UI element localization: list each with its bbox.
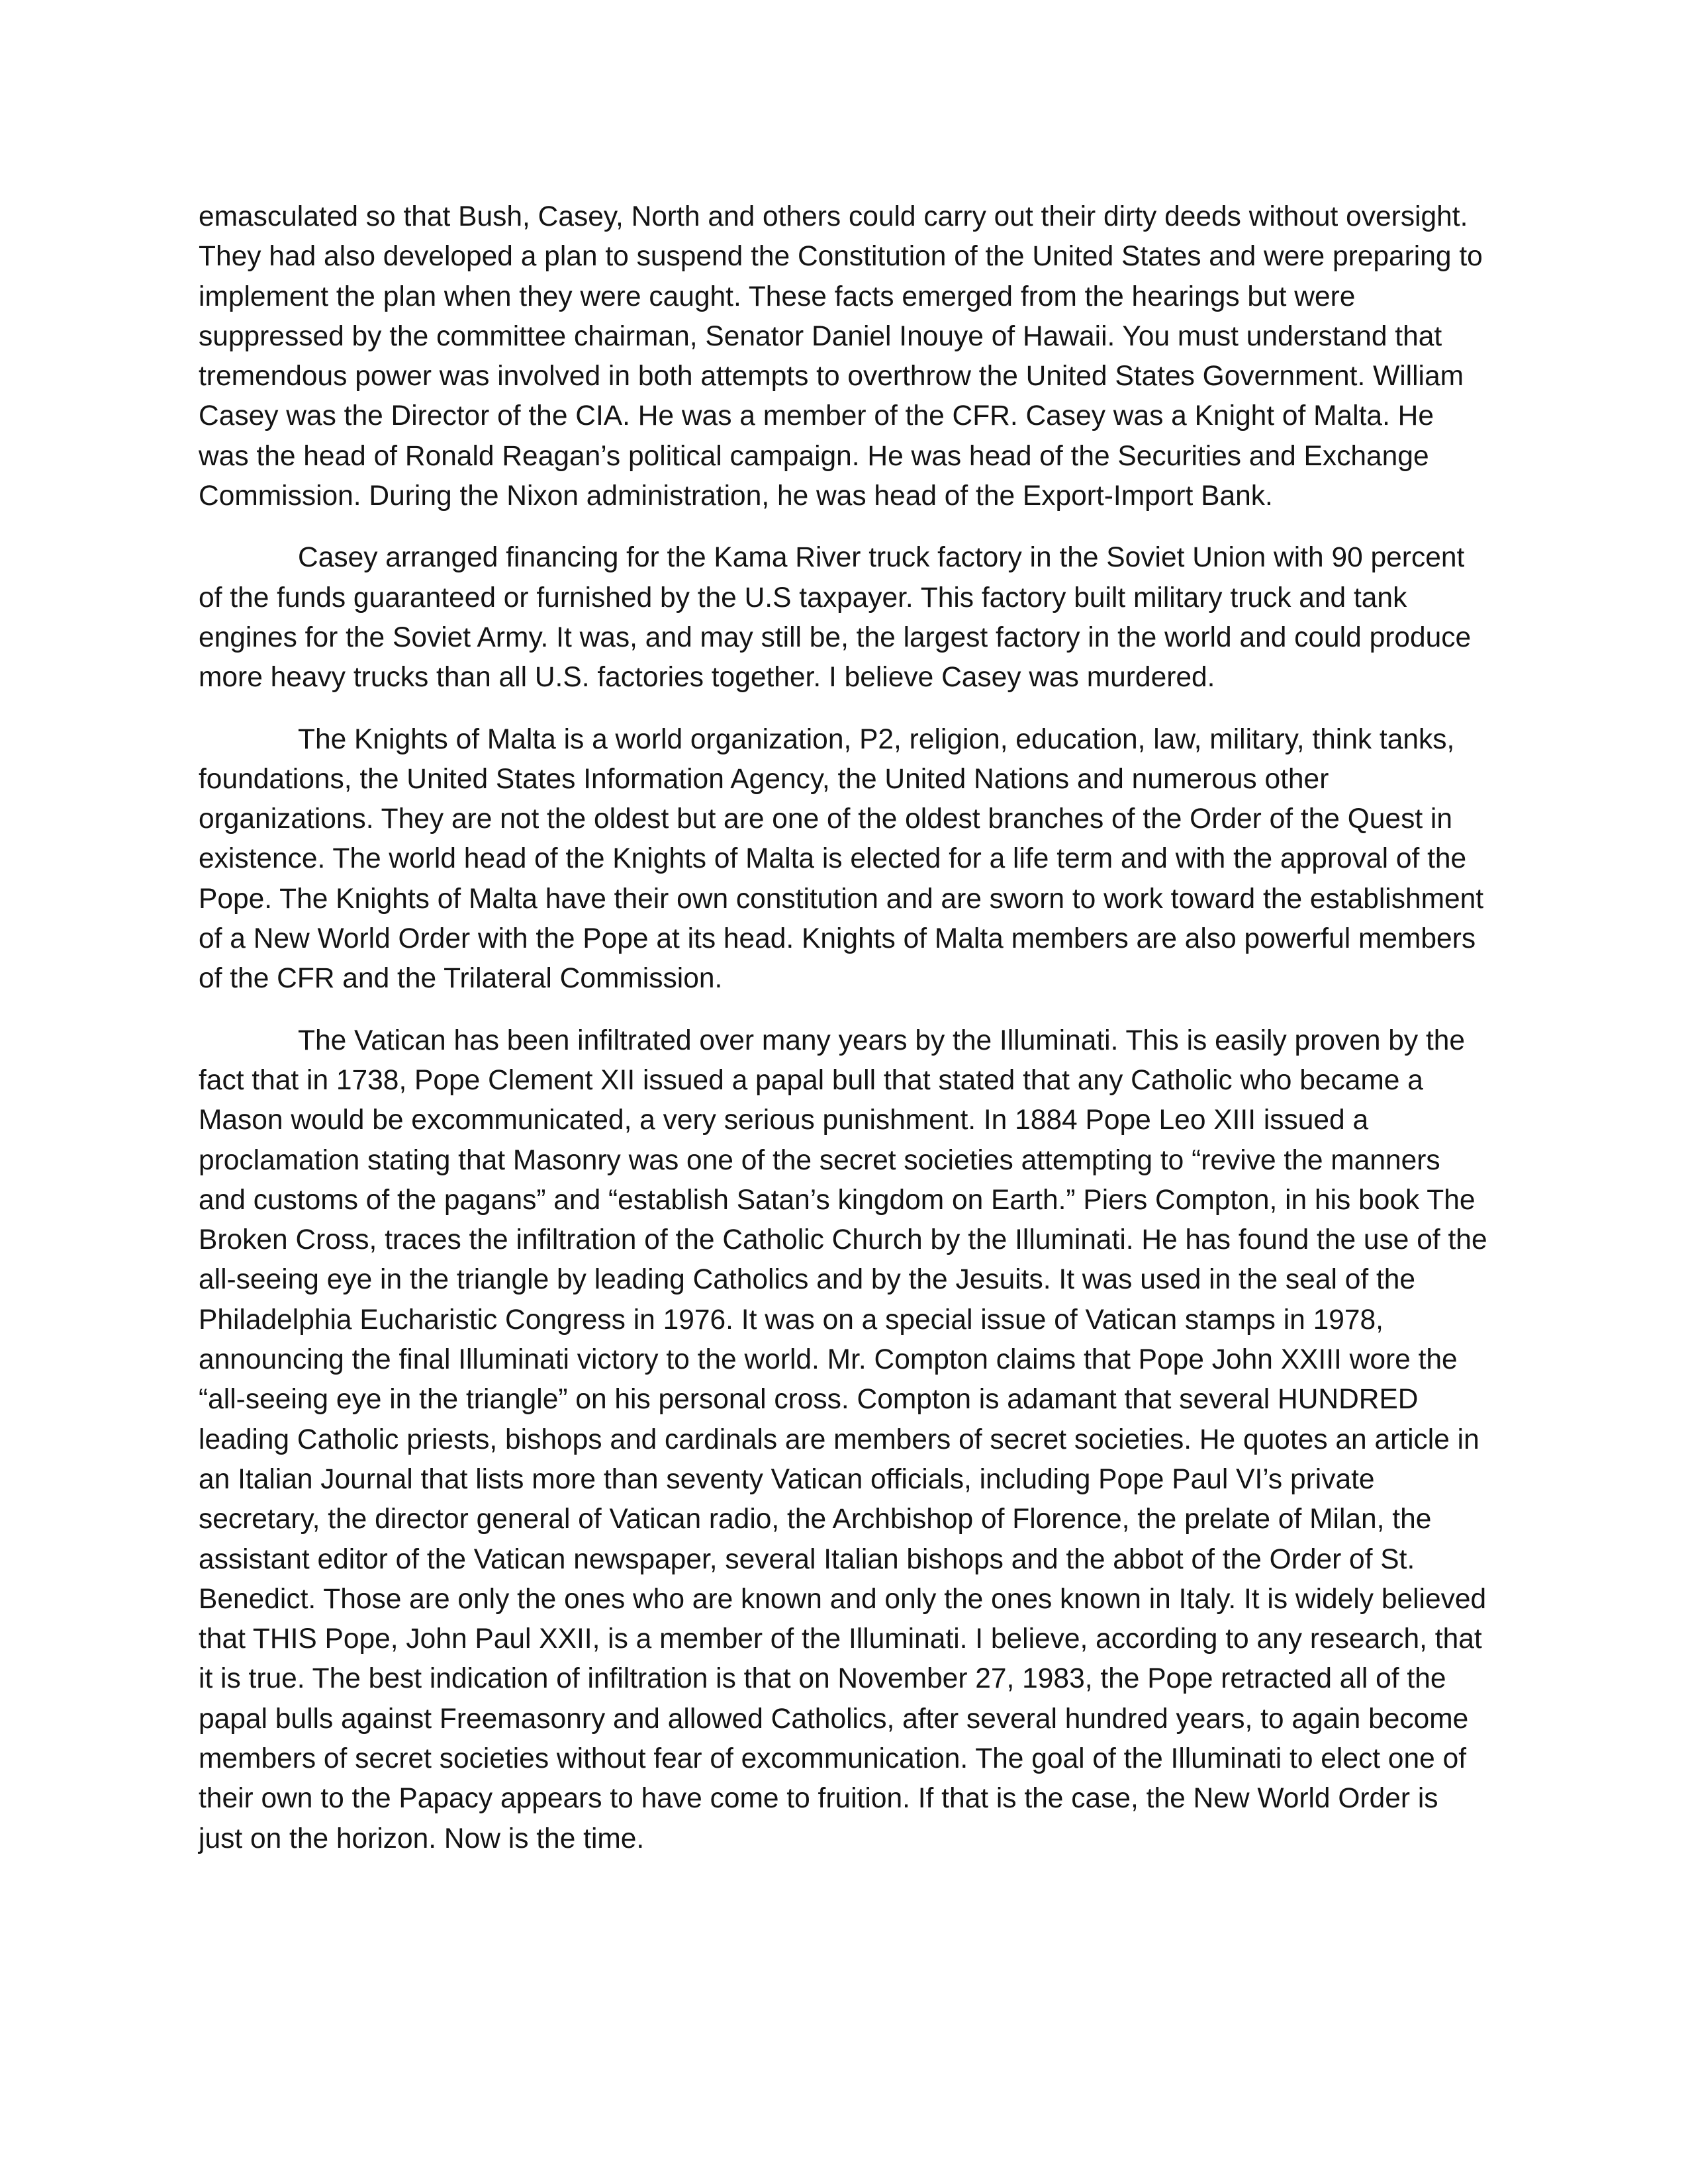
document-body bbox=[199, 197, 1489, 1881]
paragraph-1: emasculated so that Bush, Casey, North and others could carry out their dirty deeds without oversight. They had also developed a plan to suspend the Constitution of the United States and were preparing to implement the plan when they were caught. These facts emerged from the hearings but were suppressed by the committee chairman, Senator Daniel Inouye of Hawaii. You must understand that tremendous power was involved in both attempts to overthrow the United States Government. William Casey was the Director of the CIA. He was a member of the CFR. Casey was a Knight of Malta. He was the head of Ronald Reagan’s political campaign. He was head of the Securities and Exchange Commission. During the Nixon administration, he was head of the Export-Import Bank. bbox=[199, 201, 1483, 512]
paragraph-2: Casey arranged financing for the Kama River truck factory in the Soviet Union with 90 percent of the funds guaranteed or furnished by the U.S taxpayer. This factory built military truck and tank engines for the Soviet Army. It was, and may still be, the largest factory in the world and could produce more heavy trucks than all U.S. factories together. I believe Casey was murdered. bbox=[199, 542, 1472, 694]
paragraph-4: The Vatican has been infiltrated over many years by the Illuminati. This is easily proven by the fact that in 1738, Pope Clement XII issued a papal bull that stated that any Catholic who became a Mason would be excommunicated, a very serious punishment. In 1884 Pope Leo XIII issued a proclamation stating that Masonry was one of the secret societies attempting to “revive the manners and customs of the pagans” and “establish Satan’s kingdom on Earth.” Piers Compton, in his book The Broken Cross, traces the infiltration of the Catholic Church by the Illuminati. He has found the use of the all-seeing eye in the triangle by leading Catholics and by the Jesuits. It was used in the seal of the Philadelphia Eucharistic Congress in 1976. It was on a special issue of Vatican stamps in 1978, announcing the final Illuminati victory to the world. Mr. Compton claims that Pope John XXIII wore the “all-seeing eye in the triangle” on his personal cross. Compton is adamant that several HUNDRED leading Catholic priests, bishops and cardinals are members of secret societies. He quotes an article in an Italian Journal that lists more than seventy Vatican officials, including Pope Paul VI’s private secretary, the director general of Vatican radio, the Archbishop of Florence, the prelate of Milan, the assistant editor of the Vatican newspaper, several Italian bishops and the abbot of the Order of St. Benedict. Those are only the ones who are known and only the ones known in Italy. It is widely believed that THIS Pope, John Paul XXII, is a member of the Illuminati. I believe, according to any research, that it is true. The best indication of infiltration is that on November 27, 1983, the Pope retracted all of the papal bulls against Freemasonry and allowed Catholics, after several hundred years, to again become members of secret societies without fear of excommunication. The goal of the Illuminati to elect one of their own to the Papacy appears to have come to fruition. If that is the case, the New World Order is just on the horizon. Now is the time. bbox=[199, 1024, 1487, 1854]
paragraph-3: The Knights of Malta is a world organization, P2, religion, education, law, military, think tanks, foundations, the United States Information Agency, the United Nations and numerous other organizations. They are not the oldest but are one of the oldest branches of the Order of the Quest in existence. The world head of the Knights of Malta is elected for a life term and with the approval of the Pope. The Knights of Malta have their own constitution and are sworn to work toward the establishment of a New World Order with the Pope at its head. Knights of Malta members are also powerful members of the CFR and the Trilateral Commission. bbox=[199, 723, 1484, 995]
